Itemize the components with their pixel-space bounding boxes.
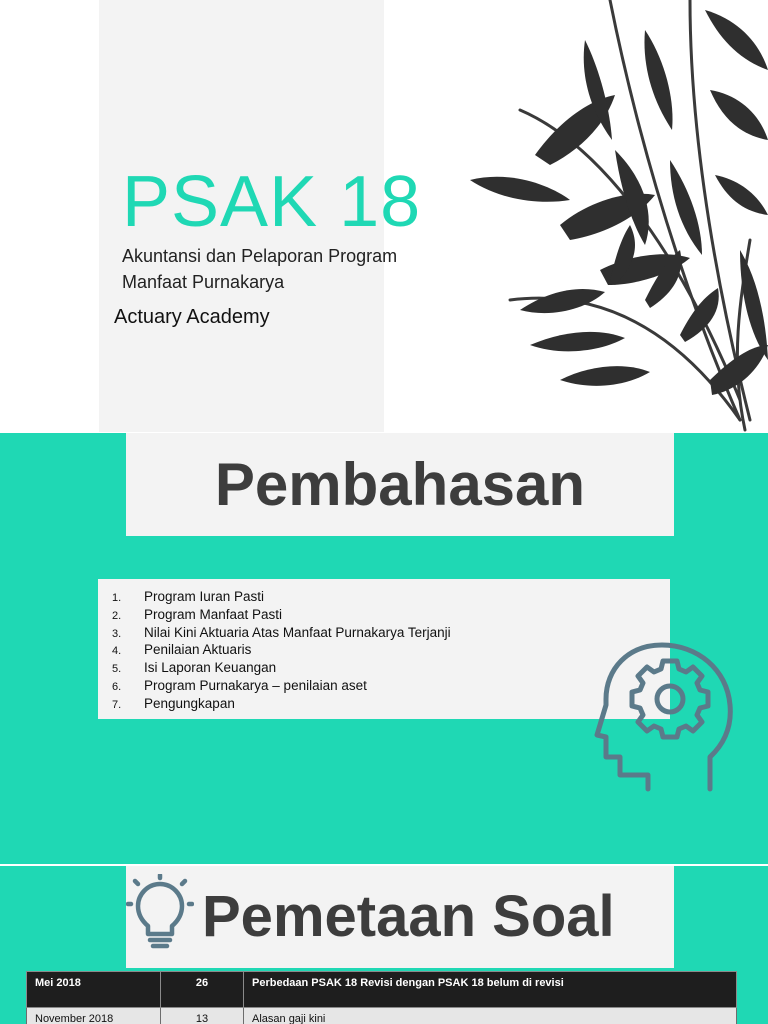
agenda-item-label: Program Manfaat Pasti [144,606,283,622]
mapping-heading: Pemetaan Soal [202,884,615,949]
agenda-item-number: 6. [112,680,122,693]
agenda-heading: Pembahasan [214,450,586,518]
agenda-list [112,589,670,714]
agenda-item-number: 1. [112,592,122,604]
agenda-item-number: 5. [112,663,122,676]
table-row [27,1008,737,1024]
agenda-item [112,696,670,714]
number-cell: 26 [161,972,244,1008]
table-row [27,972,737,1008]
agenda-item [112,607,670,625]
head-gear-icon [592,639,736,805]
agenda-slide [0,433,768,864]
agenda-item-number: 3. [112,627,122,640]
agenda-item-number: 4. [112,645,122,658]
period-cell: November 2018 [27,1008,161,1024]
lightbulb-icon [126,874,194,954]
presentation-author: Actuary Academy [114,306,270,328]
agenda-heading-box [126,433,674,536]
agenda-item [112,660,670,678]
topic-cell: Alasan gaji kini [244,1008,737,1024]
agenda-item-label: Isi Laporan Keuangan [144,660,277,676]
title-slide [0,0,768,432]
exam-mapping-table [26,971,737,1024]
topic-cell: Perbedaan PSAK 18 Revisi dengan PSAK 18 belum di revisi [244,972,737,1008]
period-cell: Mei 2018 [27,972,161,1008]
mapping-heading-box [126,866,674,968]
agenda-item-label: Program Purnakarya – penilaian aset [144,677,367,693]
agenda-item-label: Pengungkapan [144,695,235,711]
agenda-item [112,625,670,643]
agenda-item-label: Program Iuran Pasti [144,589,265,604]
mapping-slide [0,866,768,1024]
agenda-item [112,678,670,696]
presentation-title: PSAK 18 [122,162,422,242]
agenda-item-number: 7. [112,698,122,711]
palm-leaf-decoration [440,0,768,432]
agenda-list-box [98,579,670,719]
agenda-item-label: Nilai Kini Aktuaria Atas Manfaat Purnakarya Terjanji [144,624,451,640]
agenda-item [112,589,670,607]
number-cell: 13 [161,1008,244,1024]
presentation-subtitle: Akuntansi dan Pelaporan Program Manfaat Purnakarya [122,246,398,292]
agenda-item [112,642,670,660]
agenda-item-label: Penilaian Aktuaris [144,642,252,658]
agenda-item-number: 2. [112,609,122,622]
